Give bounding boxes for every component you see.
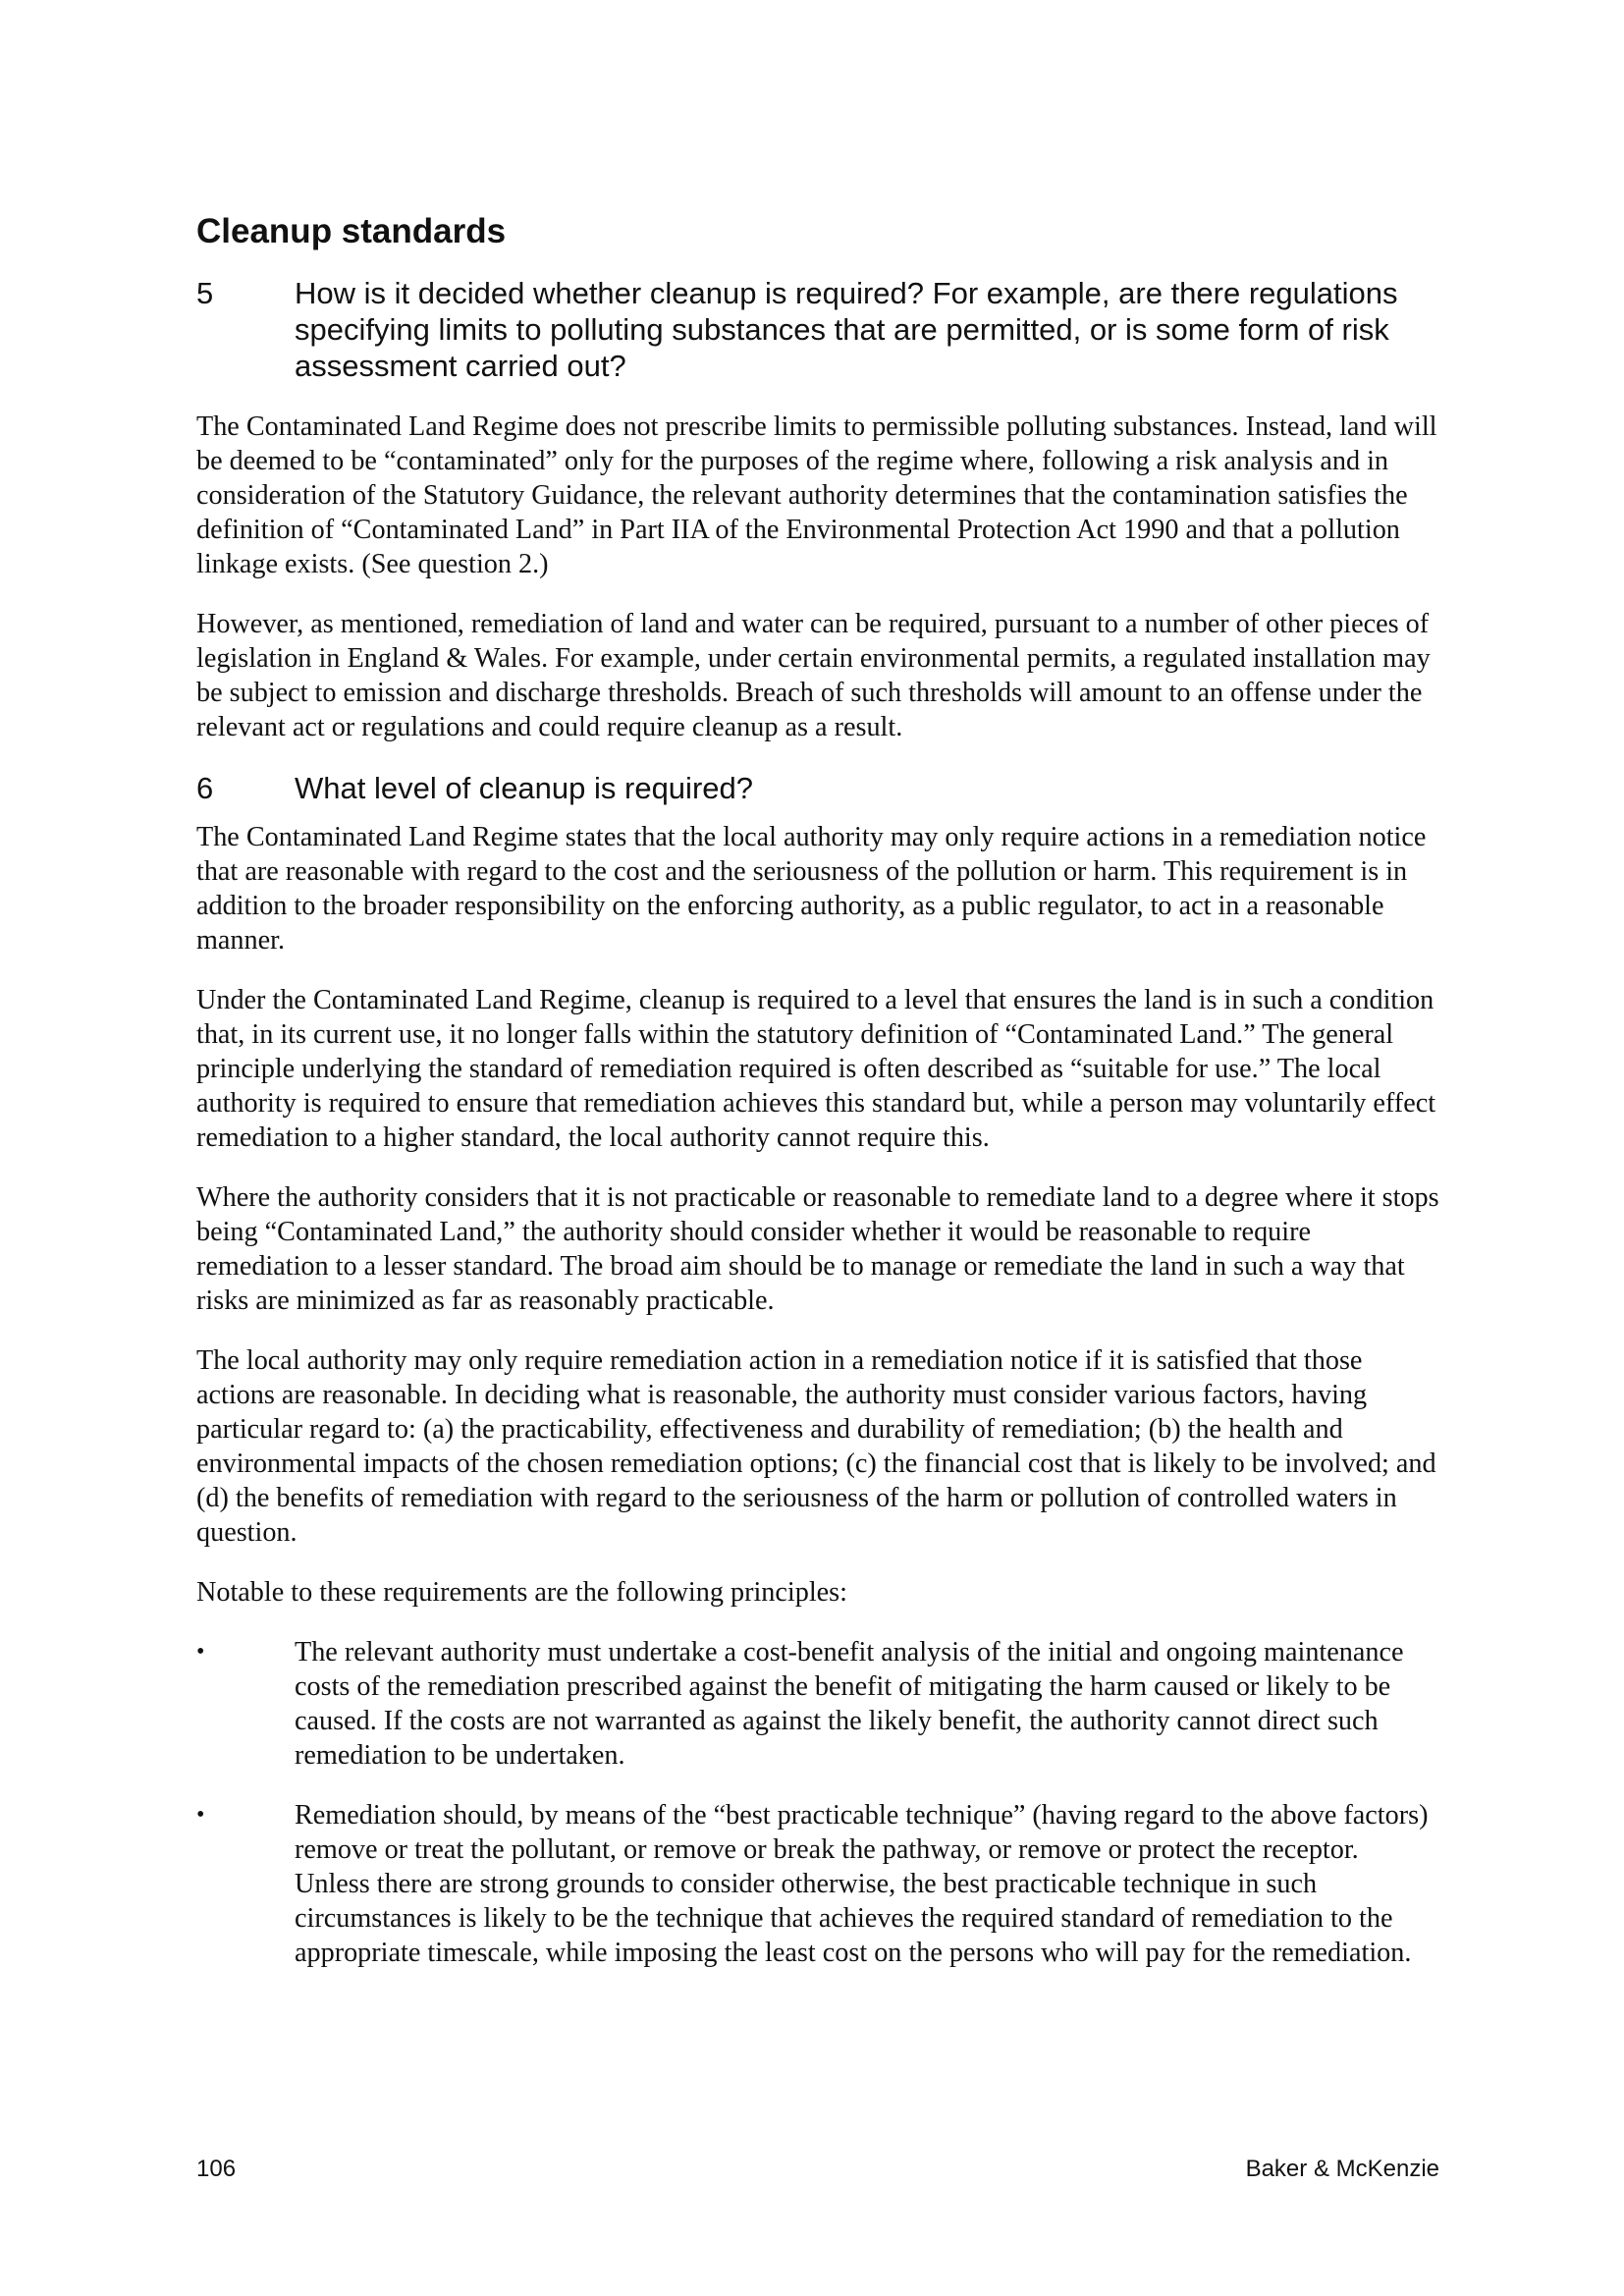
paragraph: The Contaminated Land Regime states that the local authority may only require actions in a remediation notice that are reasonable with regard to the cost and the seriousness of the pollution or harm. This requirement is in addition to the broader responsibility on the enforcing authority, as a public regulator, to act in a reasonable manner. xyxy=(196,822,1427,956)
bullet-item xyxy=(196,1798,1439,1970)
document-page xyxy=(196,210,1439,1995)
question-6-heading xyxy=(196,770,1439,806)
question-text: How is it decided whether cleanup is required? For example, are there regulations specifying limits to polluting substances that are permitted, or is some form of risk assessment carried out? xyxy=(295,276,1398,383)
section-title: Cleanup standards xyxy=(196,212,507,250)
page-number: 106 xyxy=(196,2156,237,2182)
paragraph: Under the Contaminated Land Regime, cleanup is required to a level that ensures the land is in such a condition that, in its current use, it no longer falls within the statutory definition of “Contaminated Land.” The general principle underlying the standard of remediation required is often described as “suitable for use.” The local authority is required to ensure that remediation achieves this standard but, while a person may voluntarily effect remediation to a higher standard, the local authority cannot require this. xyxy=(196,985,1436,1153)
paragraph: Where the authority considers that it is not practicable or reasonable to remediate land to a degree where it stops being “Contaminated Land,” the authority should consider whether it would be reasonable to require remediation to a lesser standard. The broad aim should be to manage or remediate the land in such a way that risks are minimized as far as reasonably practicable. xyxy=(196,1182,1439,1316)
question-text: What level of cleanup is required? xyxy=(295,771,753,805)
page-footer xyxy=(196,2155,1439,2184)
paragraph: The Contaminated Land Regime does not prescribe limits to permissible polluting substances. Instead, land will be deemed to be “contaminated” only for the purposes of the regime where, following a risk analysis and in consideration of the Statutory Guidance, the relevant authority determines that the contamination satisfies the definition of “Contaminated Land” in Part IIA of the Environmental Protection Act 1990 and that a pollution linkage exists. (See question 2.) xyxy=(196,411,1437,579)
question-5-heading xyxy=(196,275,1439,384)
question-number: 6 xyxy=(196,771,214,805)
firm-name: Baker & McKenzie xyxy=(1245,2156,1439,2182)
question-number: 5 xyxy=(196,276,214,310)
paragraph: Notable to these requirements are the following principles: xyxy=(196,1577,847,1608)
bullet-text: The relevant authority must undertake a cost-benefit analysis of the initial and ongoing maintenance costs of the remediation prescribed against the benefit of mitigating the harm caused or likely to be caused. If the costs are not warranted as against the likely benefit, the authority cannot direct such remediation to be undertaken. xyxy=(295,1637,1404,1771)
bullet-text: Remediation should, by means of the “best practicable technique” (having regard to the above factors) remove or treat the pollutant, or remove or break the pathway, or remove or protect the receptor. Unless there are strong grounds to consider otherwise, the best practicable technique in such circumstances is likely to be the technique that achieves the required standard of remediation to the appropriate timescale, while imposing the least cost on the persons who will pay for the remediation. xyxy=(295,1800,1429,1968)
bullet-icon: • xyxy=(196,1802,205,1828)
paragraph: However, as mentioned, remediation of land and water can be required, pursuant to a number of other pieces of legislation in England & Wales. For example, under certain environmental permits, a regulated installation may be subject to emission and discharge thresholds. Breach of such thresholds will amount to an offense under the relevant act or regulations and could require cleanup as a result. xyxy=(196,609,1431,742)
bullet-icon: • xyxy=(196,1639,205,1665)
paragraph: The local authority may only require remediation action in a remediation notice if it is satisfied that those actions are reasonable. In deciding what is reasonable, the authority must consider various factors, having particular regard to: (a) the practicability, effectiveness and durability of remediation; (b) the health and environmental impacts of the chosen remediation options; (c) the financial cost that is likely to be involved; and (d) the benefits of remediation with regard to the seriousness of the harm or pollution of controlled waters in question. xyxy=(196,1345,1436,1548)
bullet-item xyxy=(196,1635,1439,1773)
